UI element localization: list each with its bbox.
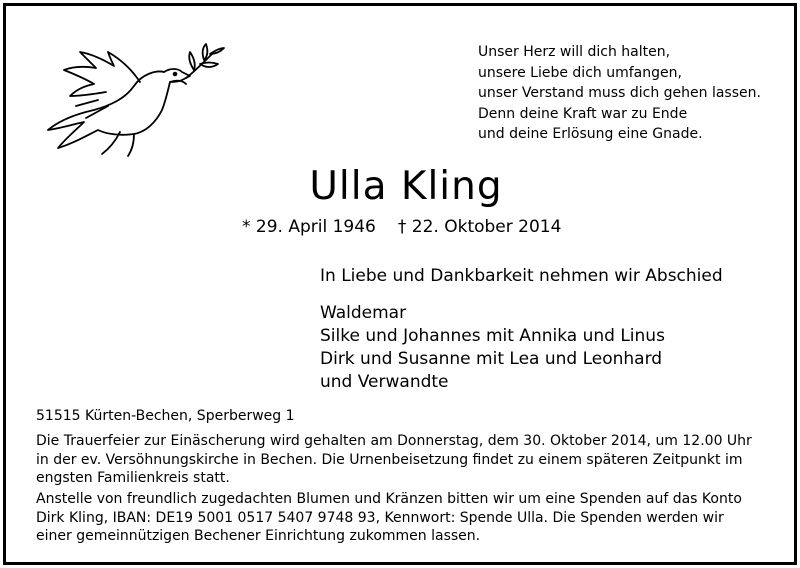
funeral-line: in der ev. Versöhnungskirche in Bechen. Die Urnenbeisetzung findet zu einem späteren Zeitpunkt im <box>36 451 743 468</box>
funeral-line: Die Trauerfeier zur Einäscherung wird gehalten am Donnerstag, dem 30. Oktober 2014, um 12.00 Uhr <box>36 433 752 449</box>
funeral-line: engsten Familienkreis statt. <box>36 470 230 486</box>
address: 51515 Kürten-Bechen, Sperberweg 1 <box>36 408 295 424</box>
mourner-line: und Verwandte <box>320 372 449 392</box>
poem-line: Denn deine Kraft war zu Ende <box>478 105 688 122</box>
dove-with-olive-branch-icon <box>36 40 226 160</box>
mourners-list <box>320 302 665 394</box>
death-date: † 22. Oktober 2014 <box>397 217 562 237</box>
donation-details <box>36 490 781 546</box>
mourner-line: Silke und Johannes mit Annika und Linus <box>320 326 665 346</box>
life-dates <box>242 215 561 239</box>
mourner-line: Dirk und Susanne mit Lea und Leonhard <box>320 349 663 369</box>
poem-line: und deine Erlösung eine Gnade. <box>478 126 703 142</box>
birth-date: * 29. April 1946 <box>242 217 376 237</box>
donation-line: einer gemeinnützigen Bechener Einrichtung zukommen lassen. <box>36 528 481 544</box>
funeral-details <box>36 432 781 488</box>
obituary-notice <box>3 3 797 565</box>
donation-line: Dirk Kling, IBAN: DE19 5001 0517 5407 9748 93, Kennwort: Spende Ulla. Die Spenden werden wir <box>36 509 724 526</box>
poem-line: unsere Liebe dich umfangen, <box>478 64 682 81</box>
farewell-line: In Liebe und Dankbarkeit nehmen wir Abschied <box>320 266 723 286</box>
deceased-name: Ulla Kling <box>309 164 503 209</box>
donation-line: Anstelle von freundlich zugedachten Blumen und Kränzen bitten wir um eine Spenden auf das Konto <box>36 491 742 507</box>
poem <box>478 42 783 145</box>
poem-line: Unser Herz will dich halten, <box>478 44 671 60</box>
poem-line: unser Verstand muss dich gehen lassen. <box>478 85 761 101</box>
mourner-line: Waldemar <box>320 303 407 323</box>
